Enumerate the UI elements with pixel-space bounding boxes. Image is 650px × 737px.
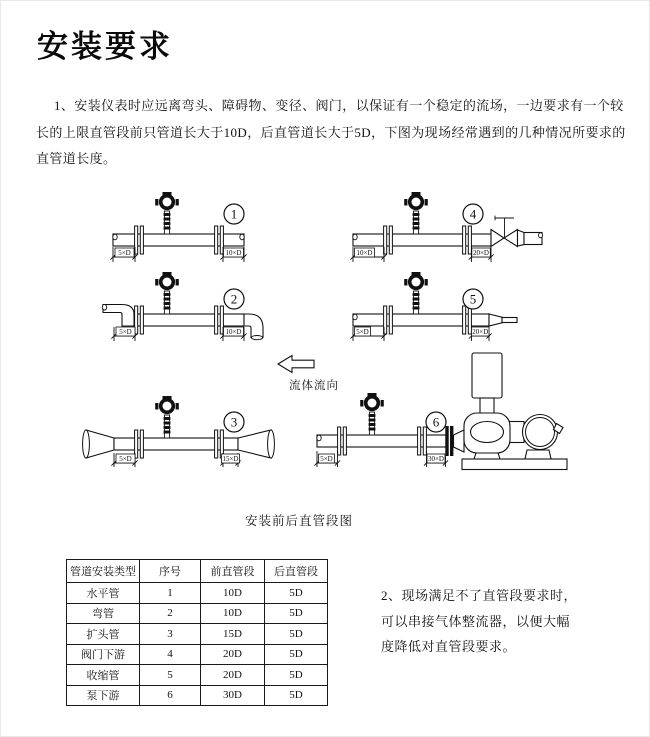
cell-back: 5D — [265, 603, 328, 624]
svg-text:1: 1 — [230, 206, 238, 222]
note-line: 可以串接气体整流器，以便大幅 — [381, 613, 571, 629]
flow-meter-icon — [155, 396, 179, 438]
cell-front: 10D — [201, 603, 265, 624]
cell-back: 5D — [265, 644, 328, 665]
svg-text:3: 3 — [230, 414, 238, 430]
svg-text:2: 2 — [230, 291, 238, 307]
svg-text:20×D: 20×D — [472, 249, 490, 257]
svg-text:5×D: 5×D — [320, 455, 333, 463]
dimension-back — [111, 453, 137, 467]
cell-back: 5D — [265, 583, 328, 604]
cell-back: 5D — [265, 624, 328, 645]
figure-caption: 安装前后直管段图 — [244, 514, 353, 528]
dimension-front — [469, 247, 494, 262]
svg-text:5×D: 5×D — [356, 328, 369, 336]
note-line: 度降低对直管段要求。 — [381, 639, 517, 654]
svg-text:10×D: 10×D — [225, 328, 242, 336]
table-row — [67, 685, 328, 706]
table-row — [67, 603, 328, 624]
elbow-right — [244, 314, 263, 338]
dimension-front — [424, 451, 448, 467]
diagram-number-badge — [463, 289, 483, 309]
header-pipe-type: 管道安装类型 — [67, 560, 140, 583]
cell-front: 15D — [201, 624, 265, 645]
cell-pipe-type: 水平管 — [67, 583, 140, 604]
dimension-back — [111, 327, 137, 341]
expander-cone-left — [86, 430, 114, 458]
dimension-back — [314, 451, 340, 467]
svg-text:10×D: 10×D — [225, 249, 242, 257]
svg-text:20×D: 20×D — [472, 328, 489, 336]
svg-text:10×D: 10×D — [356, 249, 373, 257]
diagram-number-badge — [224, 204, 244, 224]
diagram-elbow-pipe — [102, 272, 263, 341]
page-title: 安装要求 — [37, 29, 173, 64]
flow-direction-label: 流体流向 — [289, 380, 339, 392]
left-arrow-icon — [278, 356, 314, 373]
straight-pipe-requirements-table — [66, 559, 328, 706]
svg-text:4: 4 — [469, 206, 477, 222]
table-row — [67, 665, 328, 686]
flow-meter-icon — [155, 192, 179, 234]
reducer-cone — [489, 314, 502, 326]
cell-pipe-type: 收缩管 — [67, 665, 140, 686]
note-line: 2、现场满足不了直管段要求时， — [381, 588, 578, 603]
svg-text:15×D: 15×D — [222, 455, 239, 463]
cell-front: 20D — [201, 644, 265, 665]
header-back-section: 后直管段 — [265, 560, 328, 583]
flow-meter-icon — [360, 393, 384, 435]
dimension-back — [350, 327, 386, 341]
cell-pipe-type: 扩头管 — [67, 624, 140, 645]
dimension-back — [110, 247, 137, 262]
diagram-reducer-pipe — [350, 272, 517, 341]
header-serial: 序号 — [140, 560, 201, 583]
diagram-number-badge — [224, 289, 244, 309]
cell-front: 30D — [201, 685, 265, 706]
cell-pipe-type: 阀门下游 — [67, 644, 140, 665]
svg-text:5×D: 5×D — [119, 328, 132, 336]
svg-text:5×D: 5×D — [119, 455, 132, 463]
cell-pipe-type: 弯管 — [67, 603, 140, 624]
diagram-expander-pipe — [83, 396, 275, 467]
pump-inlet-flange — [445, 426, 448, 456]
table-row — [67, 624, 328, 645]
cell-front: 20D — [201, 665, 265, 686]
diagram-valve-downstream — [350, 192, 542, 262]
flow-meter-icon — [404, 192, 428, 234]
cell-serial: 1 — [140, 583, 201, 604]
cell-serial: 5 — [140, 665, 201, 686]
dimension-front — [469, 327, 492, 341]
diagram-number-badge — [224, 412, 244, 432]
dimension-front — [220, 327, 246, 341]
flow-meter-icon — [155, 272, 179, 314]
dimension-back — [350, 247, 386, 262]
svg-text:30×D: 30×D — [427, 455, 445, 463]
valve-icon — [491, 216, 518, 247]
diagram-pump-downstream — [314, 353, 567, 470]
diagram-horizontal-pipe — [110, 192, 246, 262]
svg-text:6: 6 — [432, 414, 440, 430]
intro-paragraph: 1、安装仪表时应远离弯头、障碍物、变径、阀门，以保证有一个稳定的流场，一边要求有一个较长的上限直管段前只管道长大于10D，后直管道长大于5D，下图为现场经常遇到的几种情况所要求的直管道长度。 — [36, 98, 626, 166]
cell-serial: 6 — [140, 685, 201, 706]
svg-text:5×D: 5×D — [118, 249, 131, 257]
cell-serial: 2 — [140, 603, 201, 624]
dimension-front — [220, 453, 240, 467]
flow-direction-arrow — [278, 356, 339, 393]
table-header-row — [67, 560, 328, 583]
dimension-front — [220, 247, 246, 262]
diagram-number-badge — [426, 412, 446, 432]
pump-icon — [454, 353, 568, 470]
table-row — [67, 644, 328, 665]
cell-serial: 3 — [140, 624, 201, 645]
cell-back: 5D — [265, 685, 328, 706]
elbow-left — [103, 305, 134, 327]
svg-text:5: 5 — [469, 291, 477, 307]
flow-meter-icon — [404, 272, 428, 314]
header-front-section: 前直管段 — [201, 560, 265, 583]
cell-serial: 4 — [140, 644, 201, 665]
diagram-number-badge — [463, 204, 483, 224]
table-row — [67, 583, 328, 604]
note-paragraph — [381, 583, 606, 660]
expander-cone-right — [238, 430, 271, 458]
cell-front: 10D — [201, 583, 265, 604]
cell-back: 5D — [265, 665, 328, 686]
cell-pipe-type: 泵下游 — [67, 685, 140, 706]
